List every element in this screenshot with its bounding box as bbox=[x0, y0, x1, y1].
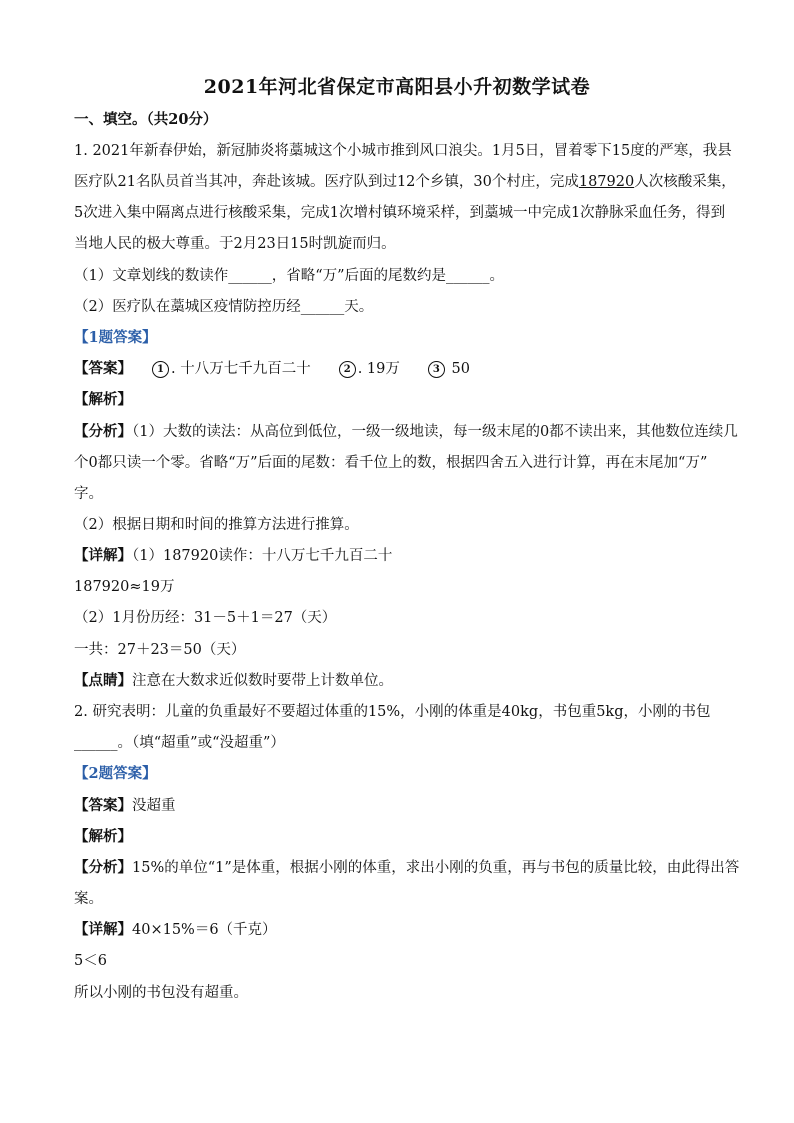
answer-item-1: . 十八万七千九百二十 bbox=[171, 361, 311, 377]
q2-line-2: ______。（填“超重”或“没超重”） bbox=[74, 735, 285, 751]
dianjing-label: 【点睛】 bbox=[74, 672, 132, 689]
q2-fenxi-line-2: 案。 bbox=[74, 891, 103, 907]
answer-label: 【答案】 bbox=[74, 360, 132, 377]
dianjing-text: 注意在大数求近似数时要带上计数单位。 bbox=[132, 673, 393, 689]
answer-item-2: . 19万 bbox=[357, 361, 400, 377]
q1-fenxi-line-1 bbox=[74, 422, 738, 442]
fenxi-text-1: （1）大数的读法：从高位到低位，一级一级地读，每一级末尾的0都不读出来，其他数位连续几 bbox=[132, 424, 738, 440]
xiangjie-label: 【详解】 bbox=[74, 921, 132, 938]
xiangjie-text-1: 40×15%＝6（千克） bbox=[132, 922, 277, 938]
q1-xiangjie-line-3: （2）1月份历经：31－5＋1＝27（天） bbox=[74, 610, 337, 626]
fenxi-label: 【分析】 bbox=[74, 423, 132, 440]
q1-line-3: 5次进入集中隔离点进行核酸采集，完成1次增村镇环境采样，到藁城一中完成1次静脉采血任务，得到 bbox=[74, 205, 726, 221]
q2-analysis-header: 【解析】 bbox=[74, 828, 132, 845]
page-title: 2021年河北省保定市高阳县小升初数学试卷 bbox=[203, 76, 591, 98]
xiangjie-label: 【详解】 bbox=[74, 547, 132, 564]
q1-xiangjie-line-1 bbox=[74, 546, 724, 566]
q1-xiangjie-line-2: 187920≈19万 bbox=[74, 579, 175, 595]
q1-analysis-header: 【解析】 bbox=[74, 391, 132, 408]
circled-number-1: 1 bbox=[152, 361, 169, 378]
fenxi-text-1: 15%的单位“1”是体重，根据小刚的体重，求出小刚的负重，再与书包的质量比较，由此得出答 bbox=[132, 860, 740, 876]
q1-answer-row bbox=[74, 359, 724, 379]
answer-item-3: 50 bbox=[451, 361, 470, 377]
q1-xiangjie-line-4: 一共：27＋23＝50（天） bbox=[74, 642, 246, 658]
xiangjie-text-1: （1）187920读作：十八万七千九百二十 bbox=[132, 548, 393, 564]
q1-dianjing-line bbox=[74, 671, 724, 691]
q2-answer-header: 【2题答案】 bbox=[74, 765, 157, 782]
q1-fenxi-line-3: 字。 bbox=[74, 486, 103, 502]
circled-number-3: 3 bbox=[428, 361, 445, 378]
q1-line-1: 1. 2021年新春伊始，新冠肺炎将藁城这个小城市推到风口浪尖。1月5日，冒着零下15度的严寒，我县 bbox=[74, 143, 732, 159]
q2-xiangjie-line-1 bbox=[74, 920, 724, 940]
q1-line-2 bbox=[74, 172, 736, 192]
section-heading: 一、填空。（共20分） bbox=[74, 111, 218, 128]
q1-line-2-start: 医疗队21名队员首当其冲，奔赴该城。医疗队到过12个乡镇，30个村庄，完成 bbox=[74, 174, 579, 190]
q1-answer-header: 【1题答案】 bbox=[74, 329, 157, 346]
q2-fenxi-line-1 bbox=[74, 858, 740, 878]
q2-answer-row bbox=[74, 796, 724, 816]
fenxi-label: 【分析】 bbox=[74, 859, 132, 876]
q1-fenxi-line-4: （2）根据日期和时间的推算方法进行推算。 bbox=[74, 517, 359, 533]
q1-line-2-end: 人次核酸采集， bbox=[634, 174, 736, 190]
q1-line-4: 当地人民的极大尊重。于2月23日15时凯旋而归。 bbox=[74, 236, 396, 252]
q2-xiangjie-line-3: 所以小刚的书包没有超重。 bbox=[74, 985, 248, 1001]
q2-line-1: 2. 研究表明：儿童的负重最好不要超过体重的15%，小刚的体重是40kg，书包重5kg，小刚的书包 bbox=[74, 704, 711, 720]
answer-label: 【答案】 bbox=[74, 797, 132, 814]
circled-number-2: 2 bbox=[339, 361, 356, 378]
q1-subquestion-2: （2）医疗队在藁城区疫情防控历经______天。 bbox=[74, 299, 374, 315]
q2-answer: 没超重 bbox=[132, 798, 176, 814]
q2-xiangjie-line-2: 5＜6 bbox=[74, 953, 107, 969]
q1-subquestion-1: （1）文章划线的数读作______，省略“万”后面的尾数约是______。 bbox=[74, 268, 505, 284]
q1-fenxi-line-2: 个0都只读一个零。省略“万”后面的尾数：看千位上的数，根据四舍五入进行计算，再在末尾加“万” bbox=[74, 455, 708, 471]
underlined-number: 187920 bbox=[578, 174, 635, 190]
